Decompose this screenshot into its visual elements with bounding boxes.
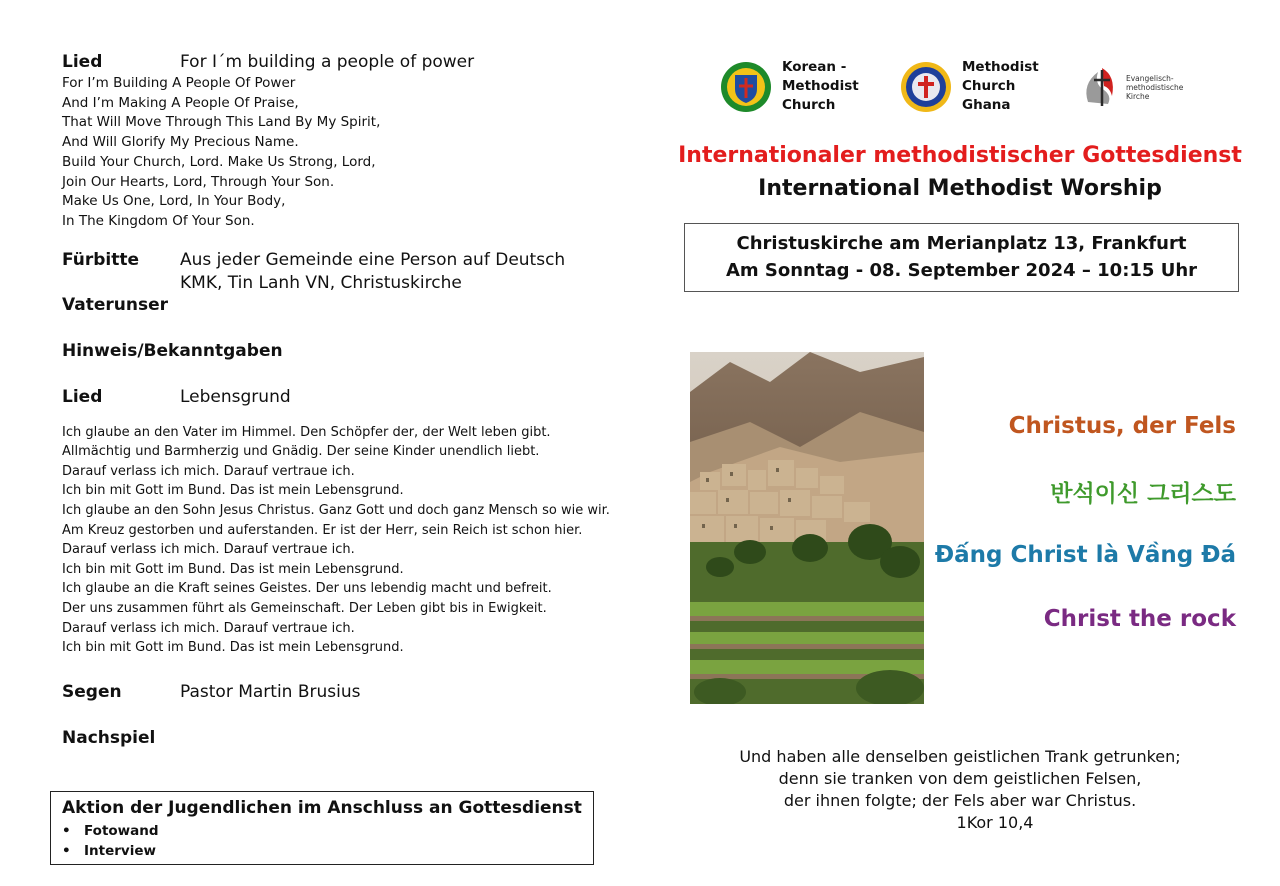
emk-logo [1080,64,1183,110]
song2-label: Lied [62,386,103,407]
youth-action-title: Aktion der Jugendlichen im Anschluss an Gottesdienst [62,798,582,818]
youth-action-list [62,821,582,861]
lyric-line: Der uns zusammen führt als Gemeinschaft. Der Leben gibt bis in Ewigkeit. [62,600,547,616]
list-item: • Interview [62,841,582,861]
theme-english: Christ the rock [1043,606,1236,632]
lyric-line: Ich glaube an die Kraft seines Geistes. Der uns lebendig macht und befreit. [62,581,552,597]
kmc-emblem-icon [720,59,772,115]
verse-line: denn sie tranken von dem geistlichen Felsen, [778,769,1142,788]
intercession-line2: KMK, Tin Lanh VN, Christuskirche [180,272,462,293]
mcg-logo [900,58,1039,115]
verse-reference: 1Kor 10,4 [956,813,1034,832]
lyric-line: In The Kingdom Of Your Son. [62,212,255,229]
cross-and-flame-icon [1080,64,1122,110]
intercession-line1: Aus jeder Gemeinde eine Person auf Deutsch [180,249,566,270]
intercession-row-2 [62,273,642,293]
song1-label: Lied [62,52,103,72]
lyric-line: Ich bin mit Gott im Bund. Das ist mein Lebensgrund. [62,561,404,577]
song2-title: Lebensgrund [180,386,291,407]
song2-lyrics [62,423,642,658]
announcements: Hinweis/Bekanntgaben [62,340,283,361]
verse-line: der ihnen folgte; der Fels aber war Christus. [783,791,1137,810]
lyric-line: Ich bin mit Gott im Bund. Das ist mein Lebensgrund. [62,483,404,499]
lyric-line: Build Your Church, Lord. Make Us Strong, Lord, [62,153,376,170]
lyric-line: Ich glaube an den Sohn Jesus Christus. Ganz Gott und doch ganz Mensch so wie wir. [62,503,610,518]
theme-vietnamese: Đấng Christ là Vầng Đá [934,542,1236,568]
date-text: Am Sonntag - 08. September 2024 – 10:15 Uhr [725,260,1198,281]
lords-prayer: Vaterunser [62,294,168,315]
youth-action-box [50,791,594,865]
mountain-village-image [690,352,924,704]
location-box [684,223,1239,292]
song1-header [62,52,642,72]
lyric-line: Ich glaube an den Vater im Himmel. Den Schöpfer der, der Welt leben gibt. [62,424,551,440]
list-item: • Fotowand [62,821,582,841]
lyric-line: That Will Move Through This Land By My Spirit, [62,114,381,131]
lyric-line: Make Us One, Lord, In Your Body, [62,193,286,210]
theme-german: Christus, der Fels [1008,413,1236,439]
blessing-label: Segen [62,681,122,702]
title-german: Internationaler methodistischer Gottesdienst [678,143,1242,168]
location-text: Christuskirche am Merianplatz 13, Frankfurt [736,233,1187,254]
lyric-line: And I’m Making A People Of Praise, [62,94,299,111]
mcg-logo-text: Methodist Church Ghana [962,59,1039,113]
lyric-line: Am Kreuz gestorben und auferstanden. Er ist der Herr, sein Reich ist schon hier. [62,522,583,538]
intercession-label: Fürbitte [62,249,140,270]
theme-korean: 반석이신 그리스도 [1050,481,1236,507]
mcg-emblem-icon [900,59,952,115]
bible-verse [700,746,1220,834]
lyric-line: Darauf verlass ich mich. Darauf vertraue ich. [62,463,355,479]
lyric-line: Join Our Hearts, Lord, Through Your Son. [62,173,335,190]
verse-line: Und haben alle denselben geistlichen Trank getrunken; [739,747,1181,766]
mountain-village-photo [690,352,924,704]
kmc-logo [720,58,859,115]
blessing-row [62,682,642,702]
lyric-line: Allmächtig und Barmherzig und Gnädig. Der seine Kinder unendlich liebt. [62,444,540,460]
lyric-line: Ich bin mit Gott im Bund. Das ist mein Lebensgrund. [62,640,404,656]
blessing-value: Pastor Martin Brusius [180,681,361,702]
lyric-line: Darauf verlass ich mich. Darauf vertraue ich. [62,620,355,636]
lyric-line: For I’m Building A People Of Power [62,75,296,91]
kmc-logo-text: Korean - Methodist Church [782,59,859,113]
lyric-line: And Will Glorify My Precious Name. [62,134,299,151]
song1-title: For I´m building a people of power [180,52,475,72]
song2-header [62,387,642,407]
church-logos [718,58,1198,122]
title-english: International Methodist Worship [758,176,1162,201]
emk-logo-text: Evangelisch- methodistische Kirche [1126,73,1184,101]
lyric-line: Darauf verlass ich mich. Darauf vertraue ich. [62,542,355,558]
intercession-row [62,250,642,270]
postlude: Nachspiel [62,727,156,748]
